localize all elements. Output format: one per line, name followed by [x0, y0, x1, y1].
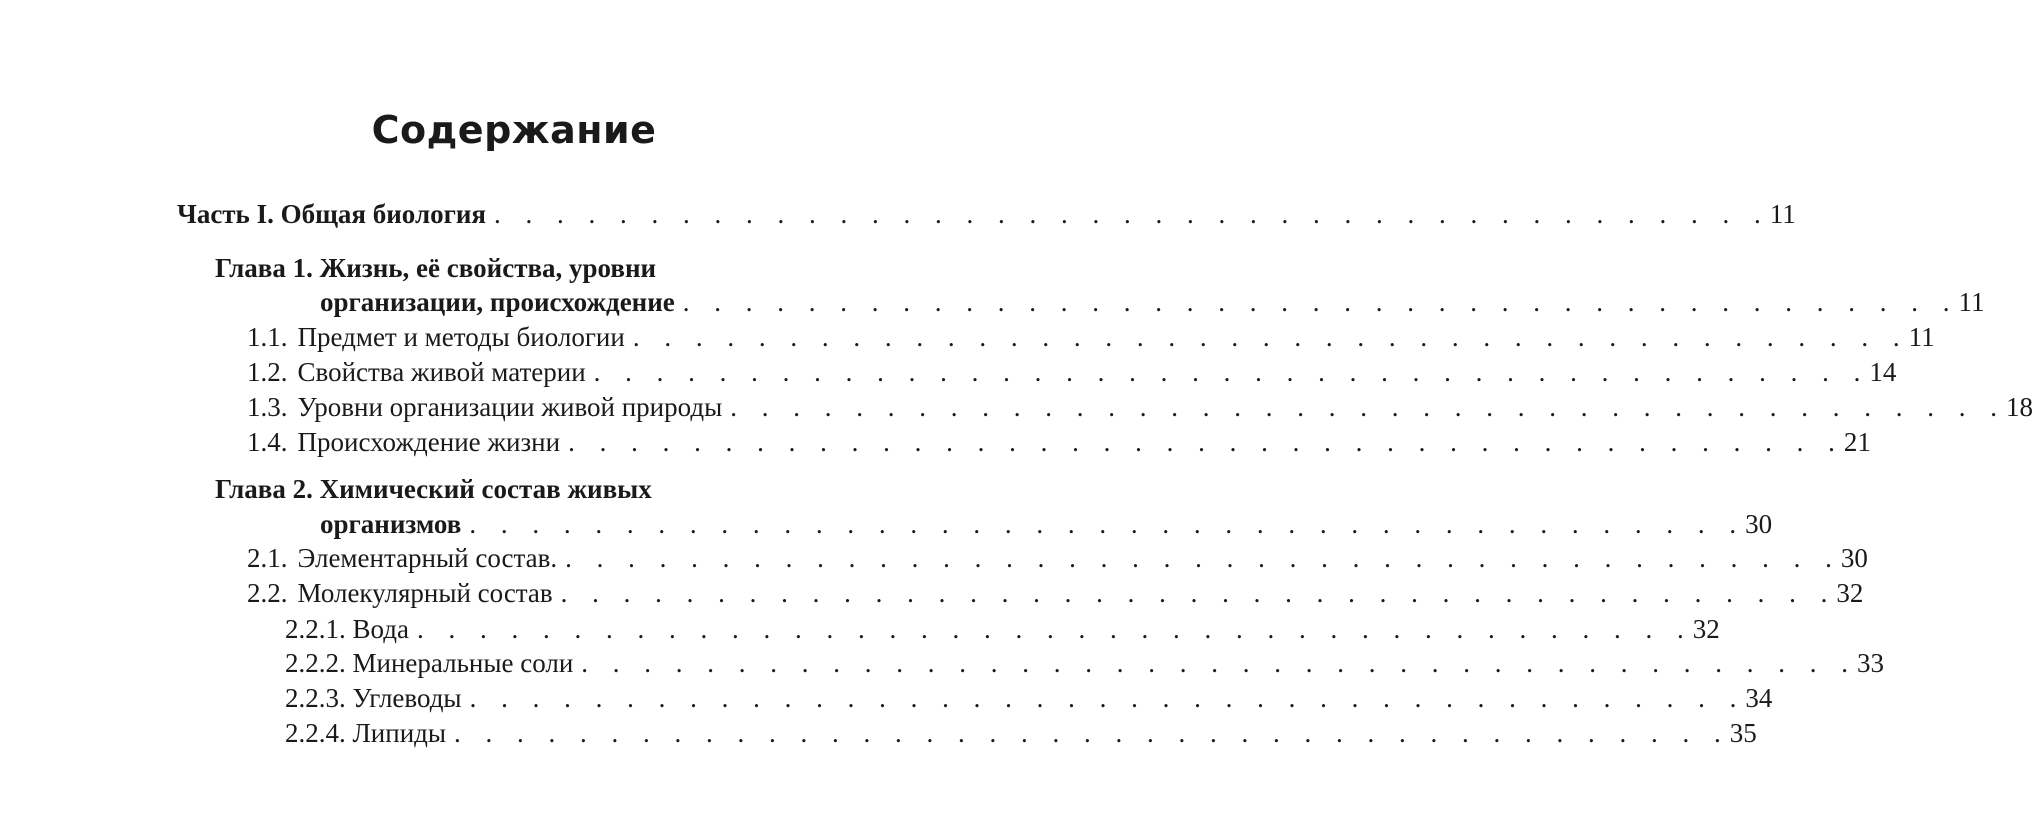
toc-entry-subsection[interactable] [285, 681, 1773, 715]
toc-page-number: 11 [1769, 199, 1796, 229]
toc-page-number: 33 [1857, 648, 1885, 678]
section-number: 1.2. [247, 357, 288, 387]
section-number: 1.4. [247, 427, 288, 457]
dot-leader: . . . . . . . . . . . . . . . . . . . . . . . . . . . . . . . . . . . . . . . . . [565, 543, 1841, 573]
toc-entry-label: Молекулярный состав [297, 578, 553, 608]
toc-page-number: 30 [1745, 509, 1773, 539]
toc-page-number: 14 [1869, 357, 1897, 387]
toc-entry-label: Элементарный состав. [297, 543, 558, 573]
toc-page-number: 30 [1840, 543, 1868, 573]
toc-entry-label: Часть I. Общая биология [177, 199, 487, 229]
dot-leader: . . . . . . . . . . . . . . . . . . . . . . . . . . . . . . . . . . . . . . . . . [469, 509, 1746, 539]
toc-entry-section[interactable] [247, 576, 1864, 610]
toc-entry-chapter-1-line1[interactable]: Глава 1. Жизнь, её свойства, уровни [215, 253, 657, 283]
dot-leader: . . . . . . . . . . . . . . . . . . . . . . . . . . . . . . . . . . . . . . . . . [593, 357, 1870, 387]
section-number: 1.1. [247, 322, 288, 352]
toc-page-number: 18 [2005, 392, 2033, 422]
toc-entry-label: Предмет и методы биологии [297, 322, 625, 352]
section-number: 2.1. [247, 543, 288, 573]
section-number: 1.3. [247, 392, 288, 422]
toc-entry-label: Происхождение жизни [297, 427, 561, 457]
toc-entry-label: организмов [320, 509, 462, 539]
toc-page-number: 21 [1843, 427, 1871, 457]
dot-leader: . . . . . . . . . . . . . . . . . . . . . . . . . . . . . . . . . . . . . . . . . [469, 683, 1746, 713]
toc-entry-label: 2.2.3. Углеводы [285, 683, 462, 713]
toc-entry-label: 2.2.1. Вода [285, 614, 409, 644]
toc-entry-section[interactable] [247, 320, 1935, 354]
dot-leader: . . . . . . . . . . . . . . . . . . . . . . . . . . . . . . . . . . . . . . . . . [454, 718, 1730, 748]
toc-entry-label: 2.2.4. Липиды [285, 718, 447, 748]
dot-leader: . . . . . . . . . . . . . . . . . . . . . . . . . . . . . . . . . . . . . . . . . [682, 287, 1959, 317]
dot-leader: . . . . . . . . . . . . . . . . . . . . . . . . . . . . . . . . . . . . . . . . . [494, 199, 1770, 229]
section-number: 2.2. [247, 578, 288, 608]
dot-leader: . . . . . . . . . . . . . . . . . . . . . . . . . . . . . . . . . . . . . . . . . [568, 427, 1844, 457]
toc-entry-chapter-2-line1[interactable]: Глава 2. Химический состав живых [215, 474, 652, 504]
toc-page-number: 11 [1958, 287, 1985, 317]
page-title: Содержание [371, 108, 657, 152]
toc-page-number: 34 [1745, 683, 1773, 713]
toc-page-number: 11 [1908, 322, 1935, 352]
toc-entry-subsection[interactable] [285, 612, 1720, 646]
toc-entry-chapter-1[interactable] [320, 285, 1985, 319]
dot-leader: . . . . . . . . . . . . . . . . . . . . . . . . . . . . . . . . . . . . . . . . . [632, 322, 1909, 352]
dot-leader: . . . . . . . . . . . . . . . . . . . . . . . . . . . . . . . . . . . . . . . . . [730, 392, 2006, 422]
toc-entry-subsection[interactable] [285, 716, 1757, 750]
toc-entry-section[interactable] [247, 541, 1868, 575]
dot-leader: . . . . . . . . . . . . . . . . . . . . . . . . . . . . . . . . . . . . . . . . . [416, 614, 1693, 644]
dot-leader: . . . . . . . . . . . . . . . . . . . . . . . . . . . . . . . . . . . . . . . . . [560, 578, 1837, 608]
toc-page-number: 32 [1836, 578, 1864, 608]
dot-leader: . . . . . . . . . . . . . . . . . . . . . . . . . . . . . . . . . . . . . . . . . [581, 648, 1858, 678]
toc-entry-section[interactable] [247, 425, 1871, 459]
toc-entry-chapter-2[interactable] [320, 507, 1773, 541]
toc-entry-label: 2.2.2. Минеральные соли [285, 648, 574, 678]
toc-page-number: 32 [1692, 614, 1720, 644]
toc-entry-label: организации, происхождение [320, 287, 675, 317]
toc-page-number: 35 [1729, 718, 1757, 748]
toc-entry-section[interactable] [247, 355, 1897, 389]
toc-entry-subsection[interactable] [285, 646, 1885, 680]
toc-entry-label: Свойства живой материи [297, 357, 586, 387]
toc-entry-part-1[interactable] [177, 197, 1796, 231]
toc-entry-section[interactable] [247, 390, 2033, 424]
toc-entry-label: Уровни организации живой природы [297, 392, 723, 422]
